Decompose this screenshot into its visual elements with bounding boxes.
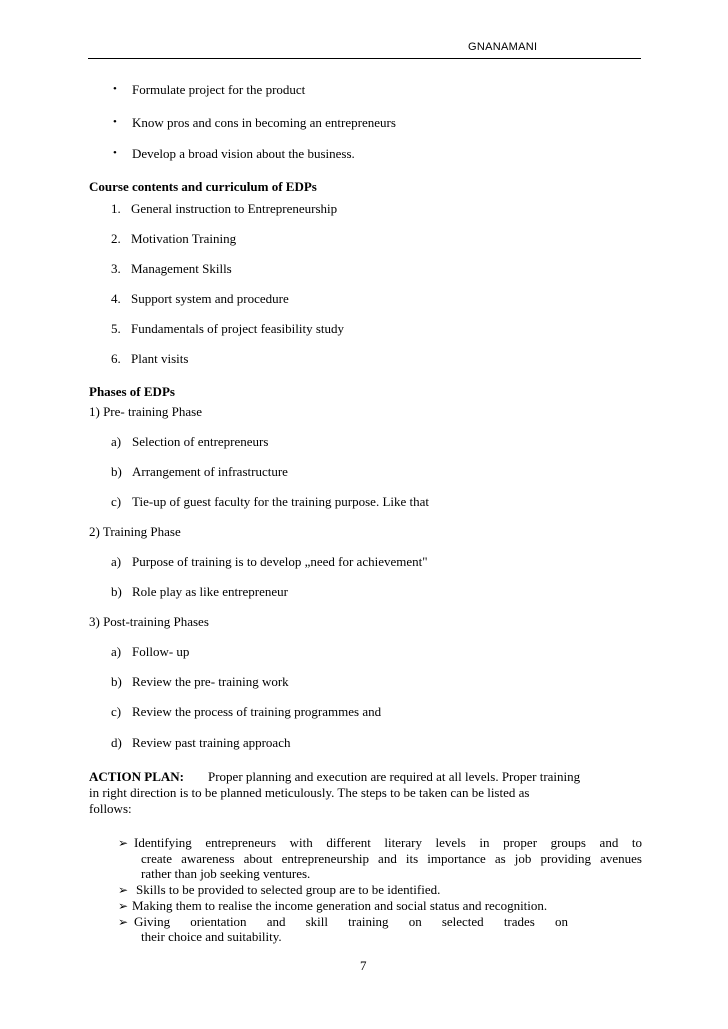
phase-item: Arrangement of infrastructure — [132, 464, 288, 479]
phase-title: 3) Post-training Phases — [89, 614, 209, 629]
course-item: Management Skills — [131, 261, 232, 276]
step-line: Identifying entrepreneurs with different literary levels in proper groups and to — [134, 835, 642, 850]
list-letter: b) — [111, 584, 122, 599]
phases-heading: Phases of EDPs — [89, 384, 175, 399]
list-letter: a) — [111, 554, 122, 569]
objective-item: Know pros and cons in becoming an entrepreneurs — [132, 115, 396, 130]
action-plan-line — [89, 769, 609, 785]
list-letter: d) — [111, 735, 122, 750]
step-line: Making them to realise the income generation and social status and recognition. — [132, 898, 548, 913]
objective-item: Formulate project for the product — [132, 82, 306, 97]
phase-item: Review the process of training programmes and — [132, 704, 382, 719]
bullet-dot: • — [113, 83, 117, 95]
course-heading: Course contents and curriculum of EDPs — [89, 179, 317, 194]
arrow-bullet-icon: ➢ — [118, 836, 129, 850]
course-item: Support system and procedure — [131, 291, 289, 306]
phase-item: Review the pre- training work — [132, 674, 289, 689]
phase-item: Purpose of training is to develop „need for achievement" — [132, 554, 428, 569]
arrow-bullet-icon: ➢ — [118, 883, 129, 897]
list-number: 6. — [111, 351, 121, 366]
list-letter: c) — [111, 494, 122, 509]
step-line: Skills to be provided to selected group are to be identified. — [136, 882, 441, 897]
list-letter: a) — [111, 434, 122, 449]
list-number: 4. — [111, 291, 121, 306]
course-item: Motivation Training — [131, 231, 237, 246]
arrow-bullet-icon: ➢ — [118, 899, 129, 913]
phase-item: Selection of entrepreneurs — [132, 434, 269, 449]
step-line: Giving orientation and skill training on selected trades on — [134, 914, 568, 929]
action-plan-text: Proper planning and execution are required at all levels. Proper training — [207, 769, 581, 784]
list-letter: a) — [111, 644, 122, 659]
course-item: Fundamentals of project feasibility study — [131, 321, 345, 336]
list-number: 5. — [111, 321, 121, 336]
phase-item: Follow- up — [132, 644, 190, 659]
list-number: 2. — [111, 231, 121, 246]
action-plan-line: in right direction is to be planned meticulously. The steps to be taken can be listed as — [89, 785, 530, 800]
phase-item: Review past training approach — [132, 735, 291, 750]
phase-title: 2) Training Phase — [89, 524, 181, 539]
list-number: 3. — [111, 261, 121, 276]
step-line: rather than job seeking ventures. — [141, 866, 311, 881]
course-item: Plant visits — [131, 351, 189, 366]
bullet-dot: • — [113, 116, 117, 128]
step-line: create awareness about entrepreneurship and its importance as job providing avenues — [141, 851, 642, 866]
step-line: their choice and suitability. — [141, 929, 282, 944]
phase-title: 1) Pre- training Phase — [89, 404, 203, 419]
header-rule — [88, 58, 641, 59]
list-letter: c) — [111, 704, 122, 719]
phase-item: Role play as like entrepreneur — [132, 584, 288, 599]
action-plan-line: follows: — [89, 801, 132, 816]
list-letter: b) — [111, 464, 122, 479]
course-item: General instruction to Entrepreneurship — [131, 201, 338, 216]
running-header-author: GNANAMANI — [468, 41, 538, 53]
action-plan-paragraph — [89, 769, 609, 817]
action-plan-label: ACTION PLAN: — [89, 769, 184, 784]
arrow-bullet-icon: ➢ — [118, 915, 129, 929]
list-letter: b) — [111, 674, 122, 689]
list-number: 1. — [111, 201, 121, 216]
objective-item: Develop a broad vision about the business. — [132, 146, 355, 161]
page-number: 7 — [360, 958, 367, 973]
phase-item: Tie-up of guest faculty for the training purpose. Like that — [132, 494, 430, 509]
bullet-dot: • — [113, 147, 117, 159]
